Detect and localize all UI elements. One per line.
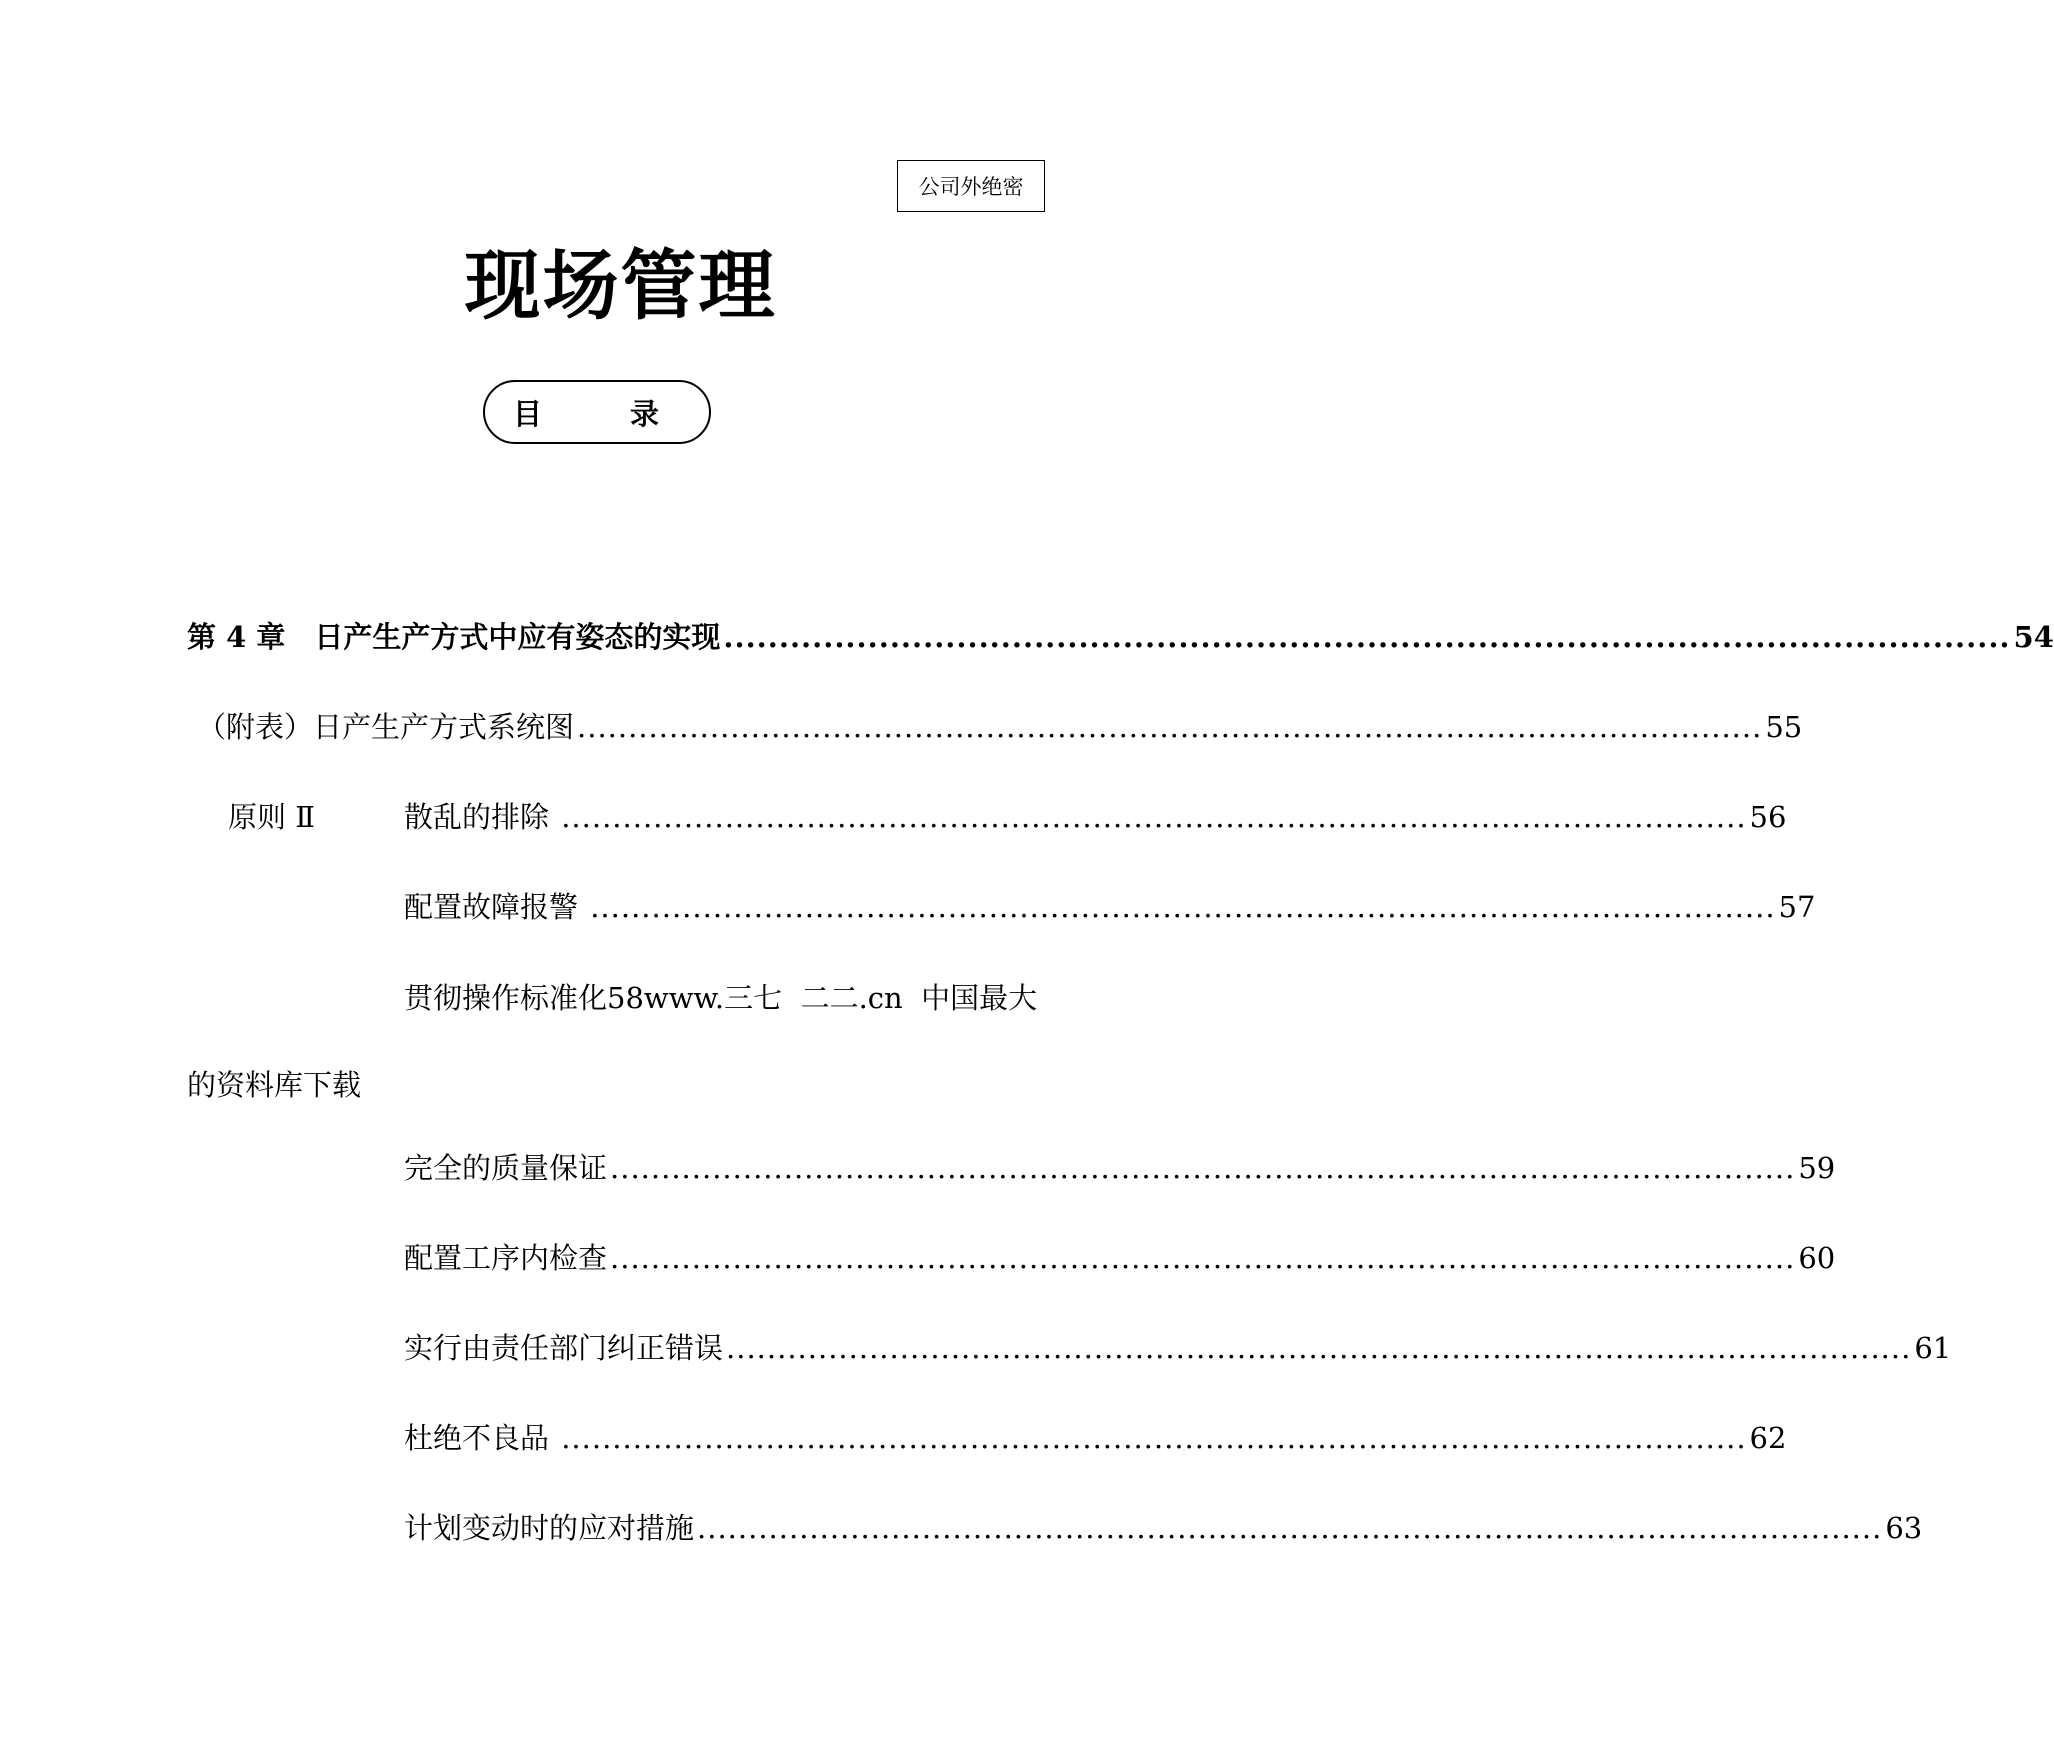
toc-leader-dots: .................................................................................................................... [577, 710, 1763, 744]
toc-entry-text: 计划变动时的应对措施 [404, 1511, 695, 1545]
toc-entry-chapter-4[interactable] [187, 620, 2054, 655]
confidential-stamp [897, 160, 1045, 212]
toc-entry-page: 61 [1914, 1331, 1952, 1365]
toc-entry-page: 54 [2013, 620, 2054, 654]
toc-entry-text: 实行由责任部门纠正错误 [404, 1331, 724, 1365]
toc-leader-dots: .................................................................................................................... [561, 1421, 1747, 1455]
toc-entry-text: 杜绝不良品 [404, 1421, 559, 1455]
toc-entry-page: 62 [1749, 1421, 1787, 1455]
toc-entry-page: 59 [1798, 1151, 1836, 1185]
toc-entry-page: 57 [1778, 890, 1816, 924]
toc-entry-appendix[interactable] [197, 710, 1803, 745]
toc-entry-error-correction[interactable] [404, 1331, 1952, 1366]
toc-entry-page: 63 [1885, 1511, 1923, 1545]
confidential-label: 公司外绝密 [918, 175, 1024, 199]
toc-entry-text: 配置工序内检查 [404, 1241, 608, 1275]
toc-leader-dots: .................................................................................................................... [561, 800, 1747, 834]
toc-entry-page: 60 [1798, 1241, 1836, 1275]
toc-entry-page: 55 [1765, 710, 1803, 744]
toc-leader-dots: .................................................................................................................... [726, 1331, 1912, 1365]
toc-entry-standardization: 贯彻操作标准化58www.三七 二二.cn 中国最大 [404, 981, 1038, 1015]
toc-entry-standardization-continuation: 的资料库下载 [187, 1068, 362, 1102]
toc-entry-remove-disorder[interactable] [404, 800, 1787, 835]
toc-entry-plan-change-measures[interactable] [404, 1511, 1923, 1546]
document-title: 现场管理 [464, 241, 777, 330]
toc-leader-dots: .................................................................................................................... [590, 890, 1776, 924]
toc-entry-text: （附表）日产生产方式系统图 [197, 710, 575, 744]
toc-entry-in-process-inspection[interactable] [404, 1241, 1836, 1276]
toc-heading [483, 380, 711, 444]
toc-entry-text: 完全的质量保证 [404, 1151, 608, 1185]
toc-entry-text: 配置故障报警 [404, 890, 588, 924]
toc-heading-left: 目 [513, 396, 543, 431]
toc-leader-dots: .................................................................................................................... [610, 1151, 1796, 1185]
toc-entry-page: 56 [1749, 800, 1787, 834]
toc-entry-text: 第 4 章 日产生产方式中应有姿态的实现 [187, 620, 721, 654]
toc-entry-fault-alarm[interactable] [404, 890, 1816, 925]
toc-principle-label: 原则 Ⅱ [228, 800, 315, 834]
toc-heading-right: 录 [629, 396, 659, 431]
toc-leader-dots: .................................................................................................................... [723, 620, 2011, 654]
toc-entry-eliminate-defects[interactable] [404, 1421, 1787, 1456]
toc-leader-dots: .................................................................................................................... [697, 1511, 1883, 1545]
toc-entry-quality-assurance[interactable] [404, 1151, 1836, 1186]
toc-entry-text: 散乱的排除 [404, 800, 559, 834]
toc-leader-dots: .................................................................................................................... [610, 1241, 1796, 1275]
